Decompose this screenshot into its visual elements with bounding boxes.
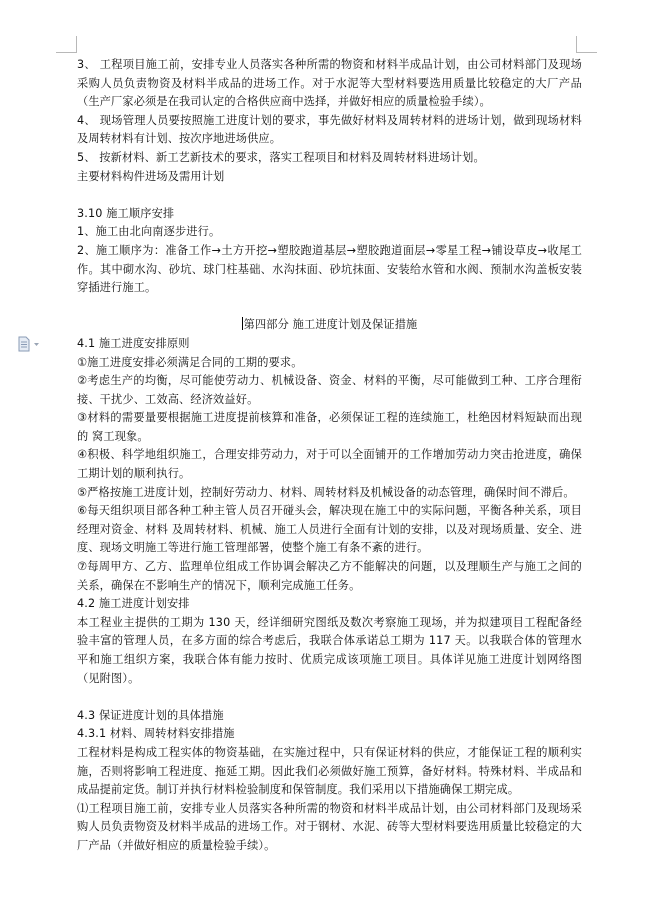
blank-line: [77, 688, 582, 707]
body-paragraph: 工程材料是构成工程实体的物资基础，在实施过程中，只有保证材料的供应，才能保证工程的顺利实施，否则将影响工程进度、拖延工期。因此我们必须做好施工预算，备好材料。特殊材料、半成品和成品提前定货。制订并执行材料检验制度和保管制度。我们采用以下措施确保工期完成。: [77, 745, 582, 797]
page-corner-mark-top-right: [576, 36, 597, 53]
body-paragraph: 5、 按新材料、新工艺新技术的要求，落实工程项目和材料及周转材料进场计划。: [77, 150, 485, 164]
blank-line: [77, 186, 582, 205]
page-corner-mark-top-left: [56, 36, 77, 53]
subsection-heading: 4.3.1 材料、周转材料安排措施: [77, 727, 235, 741]
blank-line: [77, 298, 582, 317]
paragraph-options-icon[interactable]: [16, 336, 42, 352]
part-title-text: 第四部分 施工进度计划及保证措施: [243, 318, 418, 332]
body-paragraph: 4、 现场管理人员要按照施工进度计划的要求，事先做好材料及周转材料的进场计划，做到现场材料及周转材料有计划、按次序地进场供应。: [77, 113, 582, 146]
section-heading: 4.2 施工进度计划安排: [77, 597, 190, 611]
body-paragraph: 3、 工程项目施工前，安排专业人员落实各种所需的物资和材料半成品计划，由公司材料部门及现场采购人员负责物资及材料半成品的进场工作。对于水泥等大型材料要选用质量比较稳定的大厂产品（生产厂家必须是在我司认定的合格供应商中选择，并做好相应的质量检验手续）。: [77, 58, 582, 109]
body-paragraph: 2、施工顺序为：准备工作→土方开挖→塑胶跑道基层→塑胶跑道面层→零星工程→铺设草皮→收尾工作。其中砌水沟、砂坑、球门柱基础、水沟抹面、砂坑抹面、安装给水管和水阀、预制水沟盖板安装穿插进行施工。: [77, 243, 582, 295]
body-paragraph: ⑦每周甲方、乙方、监理单位组成工作协调会解决乙方不能解决的问题，以及理顺生产与施工之间的关系，确保在不影响生产的情况下，顺利完成施工任务。: [77, 560, 582, 592]
section-heading: 4.3 保证进度计划的具体措施: [77, 708, 224, 722]
document-body: [77, 56, 582, 856]
body-paragraph: ③材料的需要量要根据施工进度提前核算和准备，必须保证工程的连续施工，杜绝因材料短缺而出现的 窝工现象。: [77, 411, 582, 443]
body-paragraph: ④积极、科学地组织施工，合理安排劳动力，对于可以全面铺开的工作增加劳动力突击抢进度，确保工期计划的顺利执行。: [77, 448, 582, 481]
text-cursor: [242, 317, 243, 330]
body-paragraph: ⑥每天组织项目部各种工种主管人员召开碰头会，解决现在施工中的实际问题，平衡各种关系，项目经理对资金、材料 及周转材料、机械、施工人员进行全面有计划的安排，以及对现场质量、安全、进度、现场文明施工等进行施工管理部署，使整个施工有条不紊的进行。: [77, 504, 582, 555]
section-heading: 4.1 施工进度安排原则: [77, 336, 190, 350]
body-paragraph: ①施工进度安排必须满足合同的工期的要求。: [77, 355, 303, 369]
body-paragraph: ⑤严格按施工进度计划，控制好劳动力、材料、周转材料及机械设备的动态管理，确保时间不滞后。: [77, 485, 575, 499]
body-paragraph: 主要材料构件进场及需用计划: [77, 169, 225, 183]
body-paragraph: 1、施工由北向南逐步进行。: [77, 225, 221, 239]
body-paragraph: ⑴工程项目施工前，安排专业人员落实各种所需的物资和材料半成品计划，由公司材料部门及现场采购人员负责物资及材料半成品的进场工作。对于钢材、水泥、砖等大型材料要选用质量比较稳定的大厂产品（并做好相应的质量检验手续）。: [77, 801, 582, 852]
body-paragraph: ②考虑生产的均衡，尽可能使劳动力、机械设备、资金、材料的平衡，尽可能做到工种、工序合理衔接、干扰少、工效高、经济效益好。: [77, 374, 582, 406]
section-heading: 3.10 施工顺序安排: [77, 206, 175, 220]
body-paragraph: 本工程业主提供的工期为 130 天，经详细研究图纸及数次考察施工现场，并为拟建项目工程配备经验丰富的管理人员，在多方面的综合考虑后，我联合体承诺总工期为 117 天。以我联合体的管理水平和施工组织方案，我联合体有能力按时、优质完成该项施工项目。具体详见施工进度计划网络图（见附图）。: [77, 615, 582, 685]
part-title: [77, 316, 582, 335]
